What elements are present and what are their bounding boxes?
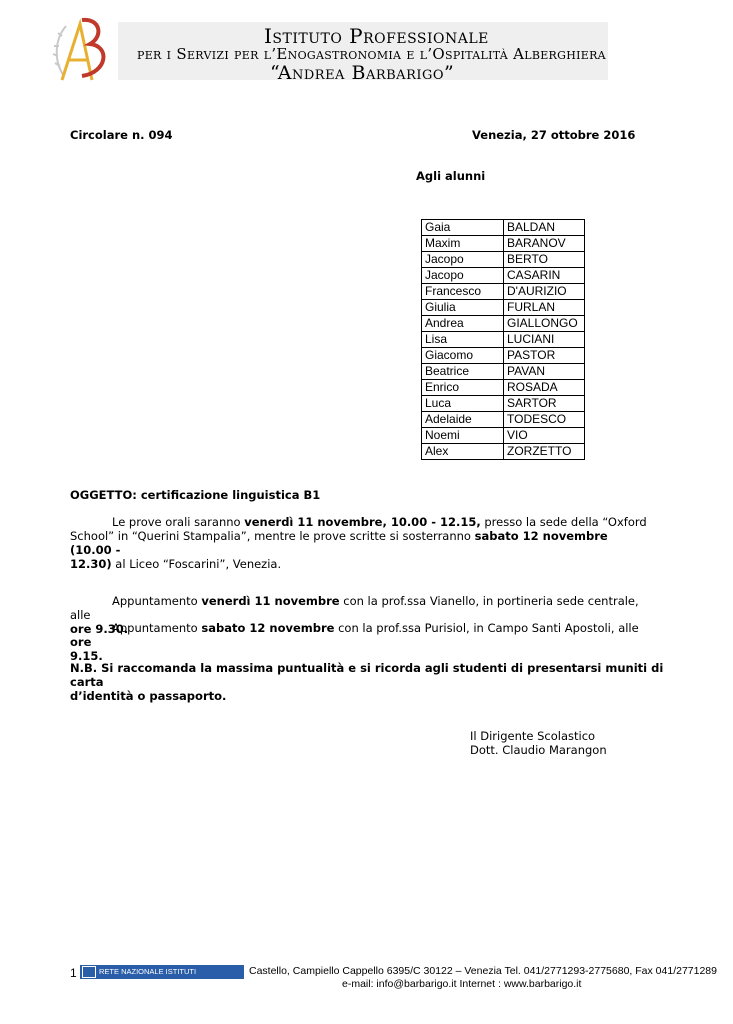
student-first-name: Jacopo xyxy=(422,252,504,268)
student-last-name: LUCIANI xyxy=(504,332,585,348)
institute-title: Istituto Professionale xyxy=(264,24,489,48)
student-last-name: ZORZETTO xyxy=(504,444,585,460)
student-first-name: Francesco xyxy=(422,284,504,300)
student-first-name: Beatrice xyxy=(422,364,504,380)
table-row xyxy=(422,236,585,252)
signature-role: Il Dirigente Scolastico xyxy=(470,729,596,743)
institute-subtitle: per i Servizi per l’Enogastronomia e l’Ospitalità Alberghiera xyxy=(137,45,606,63)
student-first-name: Alex xyxy=(422,444,504,460)
table-row xyxy=(422,332,585,348)
place-date: Venezia, 27 ottobre 2016 xyxy=(472,128,636,142)
table-row xyxy=(422,300,585,316)
table-row xyxy=(422,220,585,236)
student-first-name: Adelaide xyxy=(422,412,504,428)
network-logo-icon xyxy=(82,966,96,978)
student-first-name: Noemi xyxy=(422,428,504,444)
student-first-name: Jacopo xyxy=(422,268,504,284)
student-first-name: Lisa xyxy=(422,332,504,348)
student-first-name: Maxim xyxy=(422,236,504,252)
nota-bene: N.B. Si raccomanda la massima puntualità e si ricorda agli studenti di presentarsi muniti di carta d’identità o passaporto. xyxy=(70,661,664,703)
circular-number: Circolare n. 094 xyxy=(70,128,173,142)
student-last-name: BARANOV xyxy=(504,236,585,252)
table-row xyxy=(422,380,585,396)
student-first-name: Enrico xyxy=(422,380,504,396)
student-first-name: Luca xyxy=(422,396,504,412)
student-first-name: Gaia xyxy=(422,220,504,236)
student-last-name: PAVAN xyxy=(504,364,585,380)
footer-address: Castello, Campiello Cappello 6395/C 30122 – Venezia Tel. 041/2771293-2775680, Fax 041/2771289 xyxy=(249,965,717,977)
network-badge: RETE NAZIONALE ISTITUTI ALBERGHIERI xyxy=(80,965,244,979)
table-row xyxy=(422,348,585,364)
student-last-name: BALDAN xyxy=(504,220,585,236)
student-last-name: TODESCO xyxy=(504,412,585,428)
recipients: Agli alunni xyxy=(416,169,486,183)
student-last-name: GIALLONGO xyxy=(504,316,585,332)
students-table xyxy=(421,219,585,460)
student-first-name: Andrea xyxy=(422,316,504,332)
student-last-name: ROSADA xyxy=(504,380,585,396)
table-row xyxy=(422,412,585,428)
paragraph-appointment-friday: Appuntamento venerdì 11 novembre con la prof.ssa Vianello, in portineria sede centrale, alle ore 9.30. xyxy=(70,594,639,636)
laurel-wreath-icon xyxy=(53,26,66,76)
table-row xyxy=(422,428,585,444)
student-last-name: D'AURIZIO xyxy=(504,284,585,300)
page-number: 1 xyxy=(70,966,77,980)
subject: OGGETTO: certificazione linguistica B1 xyxy=(70,488,321,502)
student-last-name: PASTOR xyxy=(504,348,585,364)
student-first-name: Giulia xyxy=(422,300,504,316)
table-row xyxy=(422,284,585,300)
table-row xyxy=(422,364,585,380)
student-last-name: CASARIN xyxy=(504,268,585,284)
table-row xyxy=(422,316,585,332)
student-last-name: BERTO xyxy=(504,252,585,268)
student-last-name: FURLAN xyxy=(504,300,585,316)
signature-name: Dott. Claudio Marangon xyxy=(470,743,607,757)
student-first-name: Giacomo xyxy=(422,348,504,364)
school-logo xyxy=(52,14,118,86)
footer-contacts: e-mail: info@barbarigo.it Internet : www.barbarigo.it xyxy=(342,978,582,990)
table-row xyxy=(422,252,585,268)
institute-name: “Andrea Barbarigo” xyxy=(270,62,455,84)
paragraph-exams: Le prove orali saranno venerdì 11 novembre, 10.00 - 12.15, presso la sede della “Oxford School” in “Querini Stampalia”, mentre le prove scritte si sosterranno sabato 12 novembre (10.00 - 12.30) al Liceo “Foscarini”, Venezia. xyxy=(70,515,647,571)
student-last-name: VIO xyxy=(504,428,585,444)
table-row xyxy=(422,444,585,460)
paragraph-appointment-saturday: Appuntamento sabato 12 novembre con la prof.ssa Purisiol, in Campo Santi Apostoli, alle ore 9.15. xyxy=(70,621,639,663)
logo-a-letter xyxy=(62,24,92,80)
table-row xyxy=(422,396,585,412)
table-row xyxy=(422,268,585,284)
student-last-name: SARTOR xyxy=(504,396,585,412)
